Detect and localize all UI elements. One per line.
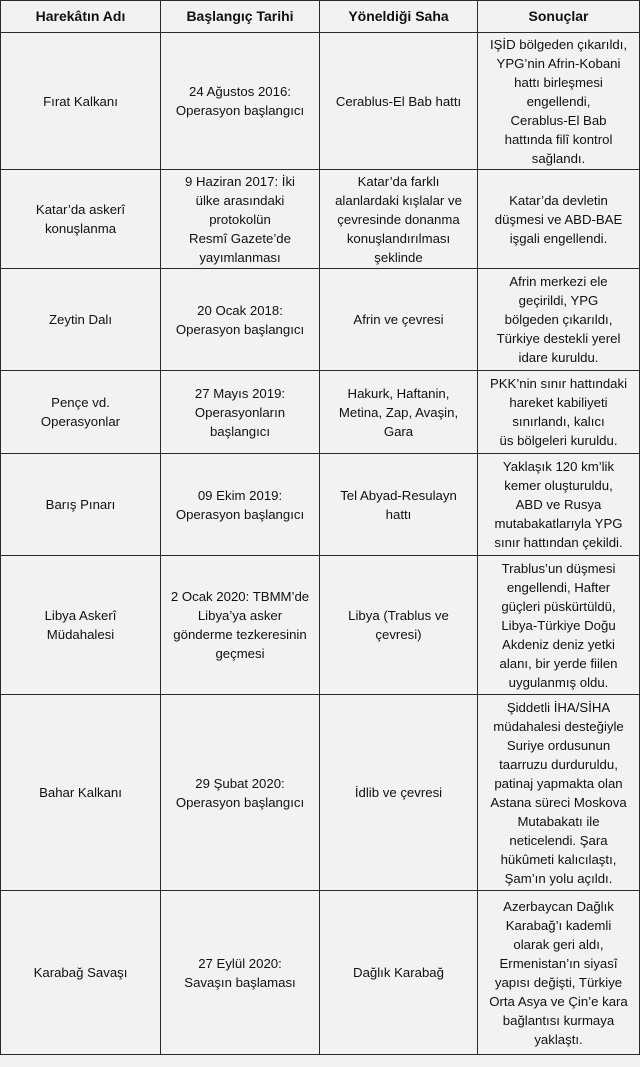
start-date: 24 Ağustos 2016: Operasyon başlangıcı <box>161 33 320 170</box>
target-area: Cerablus-El Bab hattı <box>320 33 478 170</box>
results: Katar’da devletin düşmesi ve ABD-BAE işgali engellendi. <box>478 170 640 269</box>
table-row <box>1 695 640 891</box>
target-area: Libya (Trablus ve çevresi) <box>320 556 478 695</box>
results: Azerbaycan Dağlık Karabağ’ı kademli olarak geri aldı, Ermenistan’ın siyasî yapısı değişti, Türkiye Orta Asya ve Çin’e kara bağlantısı kurmaya yaklaştı. <box>478 891 640 1055</box>
header-row <box>1 1 640 33</box>
table-row <box>1 371 640 454</box>
target-area: Hakurk, Haftanin, Metina, Zap, Avaşin, Gara <box>320 371 478 454</box>
results: Trablus’un düşmesi engellendi, Hafter güçleri püskürtüldü, Libya-Türkiye Doğu Akdeniz deniz yetki alanı, bir yerde fiilen uygulanmış oldu. <box>478 556 640 695</box>
operation-name: Zeytin Dalı <box>1 269 161 371</box>
operation-name: Karabağ Savaşı <box>1 891 161 1055</box>
header-results: Sonuçlar <box>478 1 640 33</box>
table-row <box>1 269 640 371</box>
table-row <box>1 33 640 170</box>
table-row <box>1 454 640 556</box>
header-start-date: Başlangıç Tarihi <box>161 1 320 33</box>
header-target-area: Yöneldiği Saha <box>320 1 478 33</box>
results: PKK’nin sınır hattındaki hareket kabiliyeti sınırlandı, kalıcı üs bölgeleri kuruldu. <box>478 371 640 454</box>
operation-name: Libya Askerî Müdahalesi <box>1 556 161 695</box>
target-area: Dağlık Karabağ <box>320 891 478 1055</box>
operation-name: Barış Pınarı <box>1 454 161 556</box>
start-date: 27 Eylül 2020: Savaşın başlaması <box>161 891 320 1055</box>
table-row <box>1 556 640 695</box>
start-date: 9 Haziran 2017: İki ülke arasındaki protokolün Resmî Gazete’de yayımlanması <box>161 170 320 269</box>
results: Afrin merkezi ele geçirildi, YPG bölgeden çıkarıldı, Türkiye destekli yerel idare kuruldu. <box>478 269 640 371</box>
operation-name: Fırat Kalkanı <box>1 33 161 170</box>
results: Şiddetli İHA/SİHA müdahalesi desteğiyle Suriye ordusunun taarruzu durduruldu, patinaj yapmakta olan Astana süreci Moskova Mutabakatı ile neticelendi. Şara hükûmeti kalıcılaştı, Şam’ın yolu açıldı. <box>478 695 640 891</box>
start-date: 2 Ocak 2020: TBMM’de Libya’ya asker gönderme tezkeresinin geçmesi <box>161 556 320 695</box>
results: IŞİD bölgeden çıkarıldı, YPG’nin Afrin-Kobani hattı birleşmesi engellendi, Cerablus-El Bab hattında filî kontrol sağlandı. <box>478 33 640 170</box>
table-row <box>1 170 640 269</box>
target-area: Afrin ve çevresi <box>320 269 478 371</box>
operation-name: Katar’da askerî konuşlanma <box>1 170 161 269</box>
start-date: 20 Ocak 2018: Operasyon başlangıcı <box>161 269 320 371</box>
target-area: İdlib ve çevresi <box>320 695 478 891</box>
results: Yaklaşık 120 km’lik kemer oluşturuldu, ABD ve Rusya mutabakatlarıyla YPG sınır hattından çekildi. <box>478 454 640 556</box>
table-row <box>1 891 640 1055</box>
header-operation-name: Harekâtın Adı <box>1 1 161 33</box>
start-date: 09 Ekim 2019: Operasyon başlangıcı <box>161 454 320 556</box>
target-area: Katar’da farklı alanlardaki kışlalar ve çevresinde donanma konuşlandırılması şeklinde <box>320 170 478 269</box>
target-area: Tel Abyad-Resulayn hattı <box>320 454 478 556</box>
operation-name: Pençe vd. Operasyonlar <box>1 371 161 454</box>
start-date: 29 Şubat 2020: Operasyon başlangıcı <box>161 695 320 891</box>
start-date: 27 Mayıs 2019: Operasyonların başlangıcı <box>161 371 320 454</box>
operation-name: Bahar Kalkanı <box>1 695 161 891</box>
